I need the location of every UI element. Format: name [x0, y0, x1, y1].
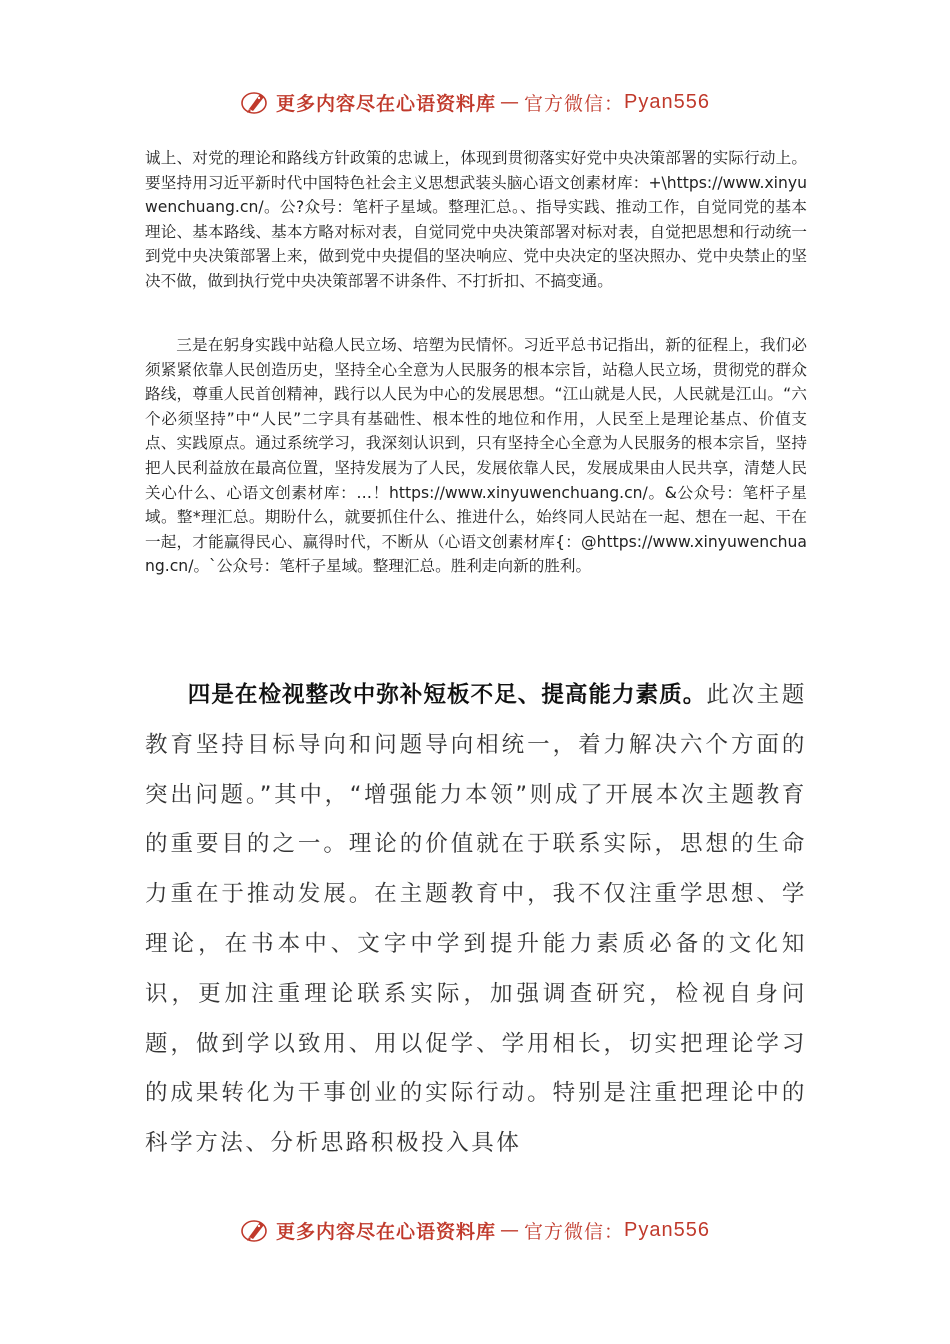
banner-brand-text: 更多内容尽在心语资料库 — [276, 1220, 497, 1243]
header-banner — [0, 82, 950, 122]
pen-nib-logo-icon — [240, 87, 270, 117]
paragraph-text: 此次主题教育坚持目标导向和问题导向相统一，着力解决六个方面的突出问题。”其中，“增强能力本领”则成了开展本次主题教育的重要目的之一。理论的价值就在于联系实际，思想的生命力重在于推动发展。在主题教育中，我不仅注重学思想、学理论，在书本中、文字中学到提升能力素质必备的文化知识，更加注重理论联系实际，加强调查研究，检视自身问题，做到学以致用、用以促学、学用相长，切实把理论学习的成果转化为干事创业的实际行动。特别是注重把理论中的科学方法、分析思路积极投入具体 — [145, 682, 807, 1157]
footer-banner — [0, 1210, 950, 1250]
paragraph-ability — [145, 671, 807, 1169]
paragraph-lead: 四是在检视整改中弥补短板不足、提高能力素质。 — [187, 682, 707, 708]
paragraph-text: 三是在躬身实践中站稳人民立场、培塑为民情怀。习近平总书记指出，新的征程上，我们必须紧紧依靠人民创造历史，坚持全心全意为人民服务的根本宗旨，站稳人民立场，贯彻党的群众路线，尊重人民首创精神，践行以人民为中心的发展思想。“江山就是人民，人民就是江山。“六个必须坚持”中“人民”二字具有基础性、根本性的地位和作用，人民至上是理论基点、价值支点、实践原点。通过系统学习，我深刻认识到，只有坚持全心全意为人民服务的根本宗旨，坚持把人民利益放在最高位置，坚持发展为了人民，发展依靠人民，发展成果由人民共享，清楚人民关心什么、心语文创素材库：…！https://www.xinyuwenchuang.cn/。&公众号：笔杆子星域。整*理汇总。期盼什么，就要抓住什么、推进什么，始终同人民站在一起、想在一起、干在一起，才能赢得民心、赢得时代，不断从（心语文创素材库{：@https://www.xinyuwenchuang.cn/。`公众号：笔杆子星域。整理汇总。胜利走向新的胜利。 — [145, 336, 807, 576]
banner-separator: — — [500, 1219, 521, 1241]
banner-wechat-id: Pyan556 — [624, 90, 710, 113]
pen-nib-logo-icon — [240, 1215, 270, 1245]
paragraph-loyalty — [145, 146, 807, 294]
banner-wechat-id: Pyan556 — [624, 1218, 710, 1241]
paragraph-people-stance — [145, 333, 807, 579]
banner-wechat-label: 官方微信： — [524, 92, 625, 115]
paragraph-body — [145, 671, 807, 1169]
banner-wechat-label: 官方微信： — [524, 1220, 625, 1243]
paragraph-text: 诚上、对党的理论和路线方针政策的忠诚上，体现到贯彻落实好党中央决策部署的实际行动上。要坚持用习近平新时代中国特色社会主义思想武装头脑心语文创素材库：+\https://www.xinyuwenchuang.cn/。公?众号：笔杆子星域。整理汇总。、指导实践、推动工作，自觉同党的基本理论、基本路线、基本方略对标对表，自觉同党中央决策部署对标对表，自觉把思想和行动统一到党中央决策部署上来，做到党中央提倡的坚决响应、党中央决定的坚决照办、党中央禁止的坚决不做，做到执行党中央决策部署不讲条件、不打折扣、不搞变通。 — [145, 149, 807, 290]
banner-brand-text: 更多内容尽在心语资料库 — [276, 92, 497, 115]
banner-separator: — — [500, 91, 521, 113]
